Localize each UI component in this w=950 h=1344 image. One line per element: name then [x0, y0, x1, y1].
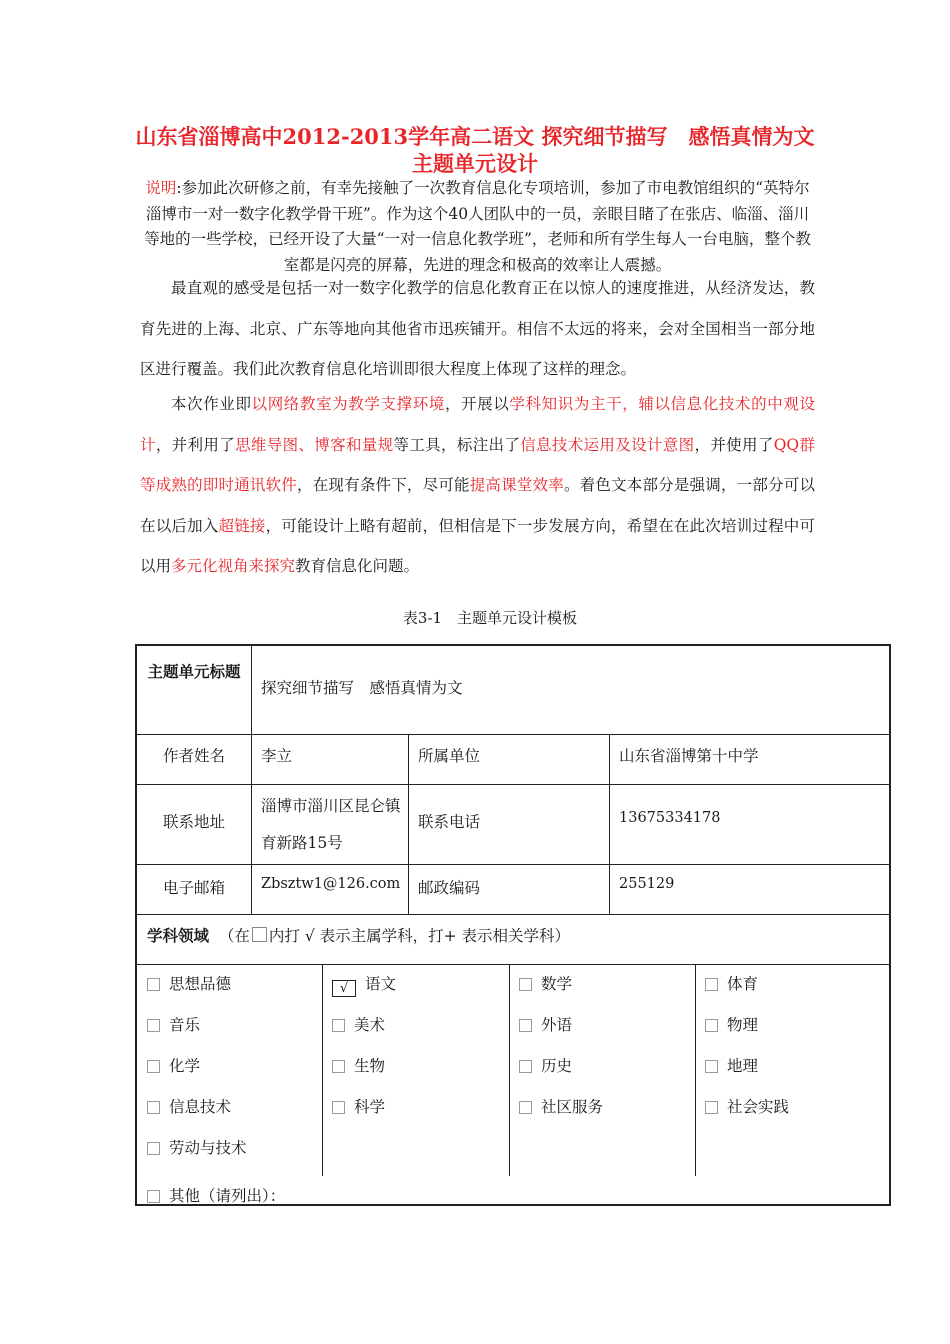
checkbox-icon[interactable]: [705, 1060, 718, 1073]
subject-label-text: 物理: [727, 1016, 759, 1034]
p2-text: ，可能设计上略有超前，但相信是下一步发展方向，希望在在此次培训过程中可以用: [140, 516, 815, 575]
p2-highlight: 提高课堂效率: [469, 476, 564, 494]
author-value: 李立: [261, 747, 293, 765]
zip-value: 255129: [619, 876, 675, 892]
checkbox-icon[interactable]: [519, 978, 532, 991]
subject-option[interactable]: [147, 1095, 231, 1117]
subject-label-text: 生物: [354, 1057, 386, 1075]
subject-label-text: 地理: [727, 1057, 759, 1075]
subject-hint-a: （在: [218, 927, 250, 945]
subject-col-divider: [509, 964, 510, 1176]
p2-highlight: 学科知识为主干，辅以信息化技术的中观设计: [140, 395, 815, 454]
subject-col-divider: [695, 964, 696, 1176]
col-divider: [609, 734, 610, 914]
p2-highlight: 以网络教室为教学支撑环境: [251, 395, 445, 413]
subject-option[interactable]: [147, 1136, 247, 1158]
subject-option[interactable]: [705, 1013, 758, 1035]
checkbox-sample-icon: [252, 927, 267, 942]
paragraph-2: [140, 384, 815, 587]
other-subject-option[interactable]: [147, 1184, 285, 1206]
col-divider: [408, 734, 409, 914]
checkbox-icon[interactable]: [332, 1101, 345, 1114]
org-value: 山东省淄博第十中学: [619, 747, 759, 765]
intro-paragraph: [140, 176, 815, 278]
checkbox-icon[interactable]: [147, 1190, 160, 1203]
subject-hint-b: 内打 √ 表示主属学科，打+ 表示相关学科）: [268, 927, 571, 945]
p2-text: 本次作业即: [171, 395, 252, 413]
subject-label-text: 体育: [727, 975, 759, 993]
subject-option[interactable]: [147, 972, 231, 994]
row-divider: [137, 914, 889, 915]
subject-option[interactable]: [705, 1054, 758, 1076]
subject-label-text: 历史: [541, 1057, 573, 1075]
p2-highlight: 信息技术运用及设计意图: [520, 435, 695, 454]
checkbox-icon[interactable]: [147, 1101, 160, 1114]
subject-label: 学科领域: [147, 926, 210, 945]
subject-label-text: 数学: [541, 975, 573, 993]
row-divider: [137, 734, 889, 735]
subject-option[interactable]: [519, 1013, 572, 1035]
checkbox-icon[interactable]: [705, 978, 718, 991]
table-caption: 表3-1 主题单元设计模板: [402, 609, 578, 627]
intro-text: :参加此次研修之前，有幸先接触了一次教育信息化专项培训，参加了市电教馆组织的“英特尔淄博市一对一数字化教学骨干班”。作为这个40人团队中的一员，亲眼目睹了在张店、临淄、淄川等地的一些学校，已经开设了大量“一对一信息化教学班”，老师和所有学生每人一台电脑，整个教室都是闪亮的屏幕，先进的理念和极高的效率让人震撼。: [144, 179, 811, 274]
checkbox-icon[interactable]: [519, 1019, 532, 1032]
subject-col-divider: [322, 964, 323, 1176]
author-label: 作者姓名: [162, 747, 225, 765]
checkbox-icon[interactable]: [332, 1060, 345, 1073]
checkbox-icon[interactable]: [147, 1142, 160, 1155]
other-label: 其他（请列出）：: [169, 1187, 286, 1205]
subject-option[interactable]: [147, 1054, 200, 1076]
p2-text: 。着色文本部分是强调，一部分可以在以后加入: [140, 476, 815, 535]
paragraph-1: 最直观的感受是包括一对一数字化教学的信息化教育正在以惊人的速度推进，从经济发达，教育先进的上海、北京、广东等地向其他省市迅疾铺开。相信不太远的将来，会对全国相当一部分地区进行覆盖。我们此次教育信息化培训即很大程度上体现了这样的理念。: [140, 279, 815, 378]
checkbox-icon[interactable]: [519, 1101, 532, 1114]
checkbox-icon[interactable]: [705, 1019, 718, 1032]
p2-highlight: 思维导图、博客和量规: [235, 435, 394, 454]
checkbox-icon[interactable]: [147, 978, 160, 991]
address-value: 淄博市淄川区昆仑镇育新路15号: [261, 797, 401, 852]
unit-design-form: [135, 644, 891, 1206]
p2-text: ，开展以: [444, 395, 510, 413]
col-divider: [251, 646, 252, 914]
subject-option[interactable]: [519, 972, 572, 994]
row-divider: [137, 784, 889, 785]
subject-label-text: 劳动与技术: [169, 1139, 247, 1157]
checkbox-icon[interactable]: [147, 1019, 160, 1032]
checkbox-icon[interactable]: [332, 1019, 345, 1032]
p2-text: ，并利用了: [155, 435, 236, 454]
zip-label: 邮政编码: [418, 879, 481, 897]
checkbox-icon[interactable]: [705, 1101, 718, 1114]
p2-text: ，在现有条件下，尽可能: [297, 476, 470, 494]
subject-option[interactable]: [519, 1054, 572, 1076]
subject-option[interactable]: [705, 1095, 789, 1117]
subject-label-text: 社区服务: [541, 1098, 604, 1116]
subject-label-text: 科学: [354, 1098, 386, 1116]
p2-highlight: QQ群等成熟的即时通讯软件: [140, 435, 815, 494]
subject-option[interactable]: [519, 1095, 603, 1117]
subject-label-text: 美术: [354, 1016, 386, 1034]
checkbox-icon[interactable]: [519, 1060, 532, 1073]
row-divider: [137, 864, 889, 865]
intro-label: 说明: [145, 179, 177, 197]
subject-label-text: 思想品德: [169, 975, 232, 993]
subject-option[interactable]: [147, 1013, 200, 1035]
subject-label-text: 语文: [365, 975, 397, 993]
phone-label: 联系电话: [418, 813, 481, 831]
subject-label-text: 社会实践: [727, 1098, 790, 1116]
subject-label-text: 外语: [541, 1016, 573, 1034]
row-divider: [137, 964, 889, 965]
page-title: 山东省淄博高中2012-2013学年高二语文 探究细节描写 感悟真情为文主题单元设计: [135, 124, 815, 176]
checkmark-icon[interactable]: √: [332, 980, 356, 997]
subject-header: [147, 924, 570, 946]
subject-option[interactable]: [332, 1013, 385, 1035]
email-value: Zbsztw1@126.com: [261, 876, 401, 892]
p2-highlight: 超链接: [218, 516, 266, 535]
subject-label-text: 音乐: [169, 1016, 201, 1034]
p2-text: 等工具，标注出了: [393, 435, 521, 454]
unit-title-label: 主题单元标题: [147, 662, 241, 681]
p2-text: ，并使用了: [694, 435, 774, 454]
unit-title-value: 探究细节描写 感悟真情为文: [261, 679, 463, 697]
subject-option[interactable]: [705, 972, 758, 994]
checkbox-icon[interactable]: [147, 1060, 160, 1073]
p2-text: 教育信息化问题。: [295, 557, 420, 575]
subject-option[interactable]: [332, 1095, 385, 1117]
p2-highlight: 多元化视角来探究: [171, 557, 296, 575]
subject-label-text: 信息技术: [169, 1098, 232, 1116]
subject-option[interactable]: [332, 1054, 385, 1076]
org-label: 所属单位: [418, 747, 481, 765]
phone-value: 13675334178: [619, 810, 721, 826]
email-label: 电子邮箱: [162, 879, 225, 897]
subject-option-checked[interactable]: [332, 972, 396, 997]
address-label: 联系地址: [162, 813, 225, 831]
subject-label-text: 化学: [169, 1057, 201, 1075]
